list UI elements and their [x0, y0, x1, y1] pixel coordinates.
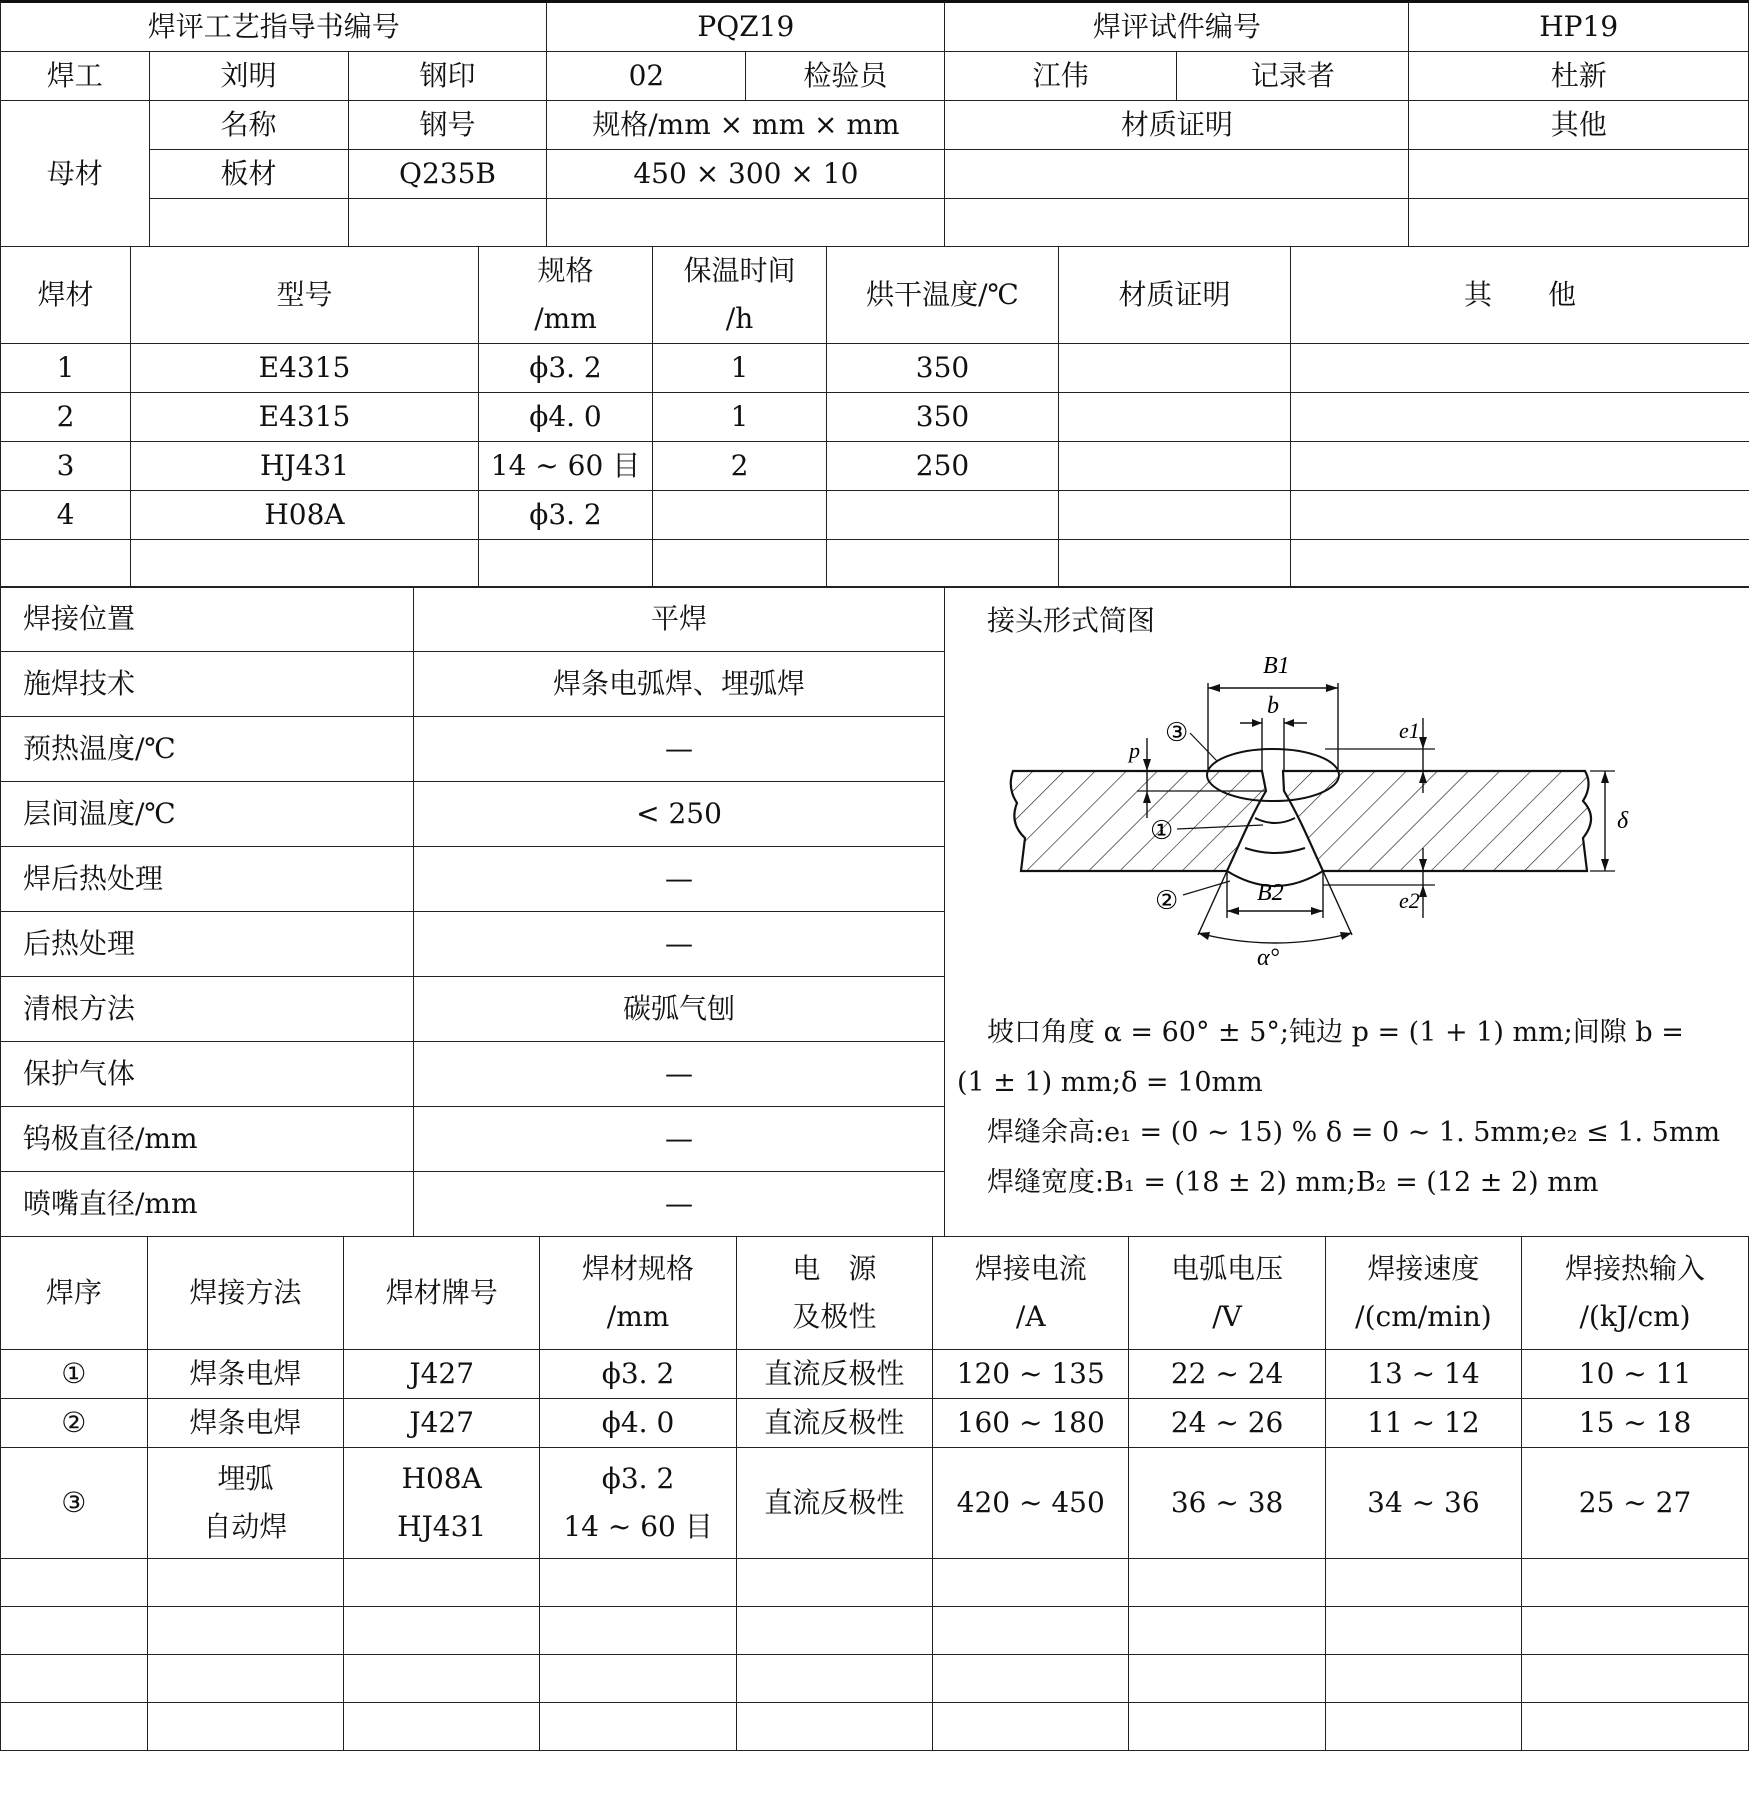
dim-e1: e1 [1399, 718, 1420, 743]
base-metal-cell [547, 199, 945, 247]
param-value: 平焊 [414, 587, 945, 652]
note-line: 焊缝宽度:B₁ = (18 ± 2) mm;B₂ = (12 ± 2) mm [987, 1167, 1599, 1198]
filler-cell: HJ431 [131, 441, 479, 490]
param-value: — [414, 1107, 945, 1172]
process-cell: 34 ~ 36 [1325, 1447, 1521, 1558]
process-header: 焊接热输入 /(kJ/cm) [1522, 1236, 1749, 1349]
wps-number-label: 焊评工艺指导书编号 [1, 2, 547, 52]
note-line: 坡口角度 α = 60° ± 5°;钝边 p = (1 + 1) mm;间隙 b = [987, 1017, 1684, 1048]
diagram-title: 接头形式简图 [987, 604, 1156, 637]
filler-cell: 350 [827, 392, 1059, 441]
filler-cell: 1 [1, 343, 131, 392]
process-header: 焊序 [1, 1236, 148, 1349]
table-row [1, 1349, 1749, 1398]
filler-table [0, 246, 1749, 588]
process-cell: 15 ~ 18 [1522, 1398, 1749, 1447]
filler-cell [1059, 392, 1291, 441]
filler-header: 焊材 [1, 246, 131, 343]
param-value: — [414, 1042, 945, 1107]
dim-e2: e2 [1399, 888, 1420, 913]
inspector-label: 检验员 [746, 52, 945, 101]
filler-header: 保温时间 /h [653, 246, 827, 343]
joint-diagram [1005, 643, 1665, 1008]
param-label: 后热处理 [1, 912, 414, 977]
filler-header: 规格 /mm [479, 246, 653, 343]
param-label: 层间温度/℃ [1, 782, 414, 847]
filler-cell [1059, 343, 1291, 392]
filler-cell: E4315 [131, 343, 479, 392]
base-metal-label: 母材 [1, 101, 150, 247]
filler-header: 材质证明 [1059, 246, 1291, 343]
filler-header: 烘干温度/℃ [827, 246, 1059, 343]
filler-cell: 2 [1, 392, 131, 441]
process-cell: 直流反极性 [736, 1398, 932, 1447]
table-row [1, 343, 1749, 392]
filler-cell [653, 490, 827, 539]
joint-diagram-panel [945, 587, 1749, 1237]
note-line: 焊缝余高:e₁ = (0 ~ 15) % δ = 0 ~ 1. 5mm;e₂ ≤ 1. 5mm [987, 1117, 1721, 1148]
param-label: 施焊技术 [1, 652, 414, 717]
filler-cell: E4315 [131, 392, 479, 441]
filler-cell [827, 490, 1059, 539]
filler-cell: 1 [653, 392, 827, 441]
param-label: 焊后热处理 [1, 847, 414, 912]
process-cell: 36 ~ 38 [1129, 1447, 1325, 1558]
stamp-label: 钢印 [348, 52, 547, 101]
filler-cell [1059, 490, 1291, 539]
process-cell: 直流反极性 [736, 1349, 932, 1398]
welder-value: 刘明 [149, 52, 348, 101]
process-cell: 13 ~ 14 [1325, 1349, 1521, 1398]
base-metal-header: 材质证明 [945, 101, 1409, 150]
dim-alpha: α° [1257, 945, 1280, 971]
filler-cell [1291, 490, 1749, 539]
callout-2: ② [1155, 886, 1179, 916]
filler-header: 其 他 [1291, 246, 1749, 343]
process-cell: H08A HJ431 [344, 1447, 540, 1558]
param-label: 钨极直径/mm [1, 1107, 414, 1172]
table-row [1, 1558, 1749, 1606]
param-value: — [414, 717, 945, 782]
filler-cell [1059, 441, 1291, 490]
process-cell: 直流反极性 [736, 1447, 932, 1558]
base-metal-cell [945, 150, 1409, 199]
param-value: < 250 [414, 782, 945, 847]
stamp-value: 02 [547, 52, 746, 101]
param-value: 焊条电弧焊、埋弧焊 [414, 652, 945, 717]
dim-delta: δ [1617, 808, 1629, 834]
filler-cell: 3 [1, 441, 131, 490]
filler-cell: ϕ3. 2 [479, 343, 653, 392]
filler-cell: 250 [827, 441, 1059, 490]
param-label: 保护气体 [1, 1042, 414, 1107]
process-cell: ϕ3. 2 [540, 1349, 736, 1398]
process-cell: J427 [344, 1398, 540, 1447]
param-value: — [414, 847, 945, 912]
base-metal-cell: 板材 [149, 150, 348, 199]
base-metal-cell: Q235B [348, 150, 547, 199]
recorder-label: 记录者 [1177, 52, 1409, 101]
process-cell: 埋弧 自动焊 [147, 1447, 343, 1558]
process-cell: 25 ~ 27 [1522, 1447, 1749, 1558]
process-header: 焊接方法 [147, 1236, 343, 1349]
welder-label: 焊工 [1, 52, 150, 101]
process-cell: 160 ~ 180 [933, 1398, 1129, 1447]
process-cell: 11 ~ 12 [1325, 1398, 1521, 1447]
filler-cell: 1 [653, 343, 827, 392]
base-metal-cell [1409, 199, 1749, 247]
table-row [1, 441, 1749, 490]
dim-b2: B2 [1257, 880, 1284, 906]
table-row [1, 490, 1749, 539]
param-label: 预热温度/℃ [1, 717, 414, 782]
filler-cell [1291, 343, 1749, 392]
base-metal-cell [149, 199, 348, 247]
filler-cell: ϕ3. 2 [479, 490, 653, 539]
base-metal-cell [945, 199, 1409, 247]
process-header: 焊接电流 /A [933, 1236, 1129, 1349]
param-label: 焊接位置 [1, 587, 414, 652]
base-metal-cell: 450 × 300 × 10 [547, 150, 945, 199]
process-cell: 420 ~ 450 [933, 1447, 1129, 1558]
process-cell: 焊条电焊 [147, 1349, 343, 1398]
process-header: 电 源 及极性 [736, 1236, 932, 1349]
table-row [1, 1702, 1749, 1750]
left-plate [1011, 771, 1266, 871]
table-row [1, 1654, 1749, 1702]
param-value: — [414, 912, 945, 977]
note-line: (1 ± 1) mm;δ = 10mm [957, 1067, 1263, 1098]
filler-cell [1291, 441, 1749, 490]
dim-b: b [1267, 693, 1279, 719]
process-cell: 10 ~ 11 [1522, 1349, 1749, 1398]
table-row [1, 392, 1749, 441]
process-cell: 22 ~ 24 [1129, 1349, 1325, 1398]
process-cell: ③ [1, 1447, 148, 1558]
coupon-number-value: HP19 [1409, 2, 1749, 52]
joint-notes [945, 1008, 1749, 1208]
filler-header: 型号 [131, 246, 479, 343]
process-cell: J427 [344, 1349, 540, 1398]
coupon-number-label: 焊评试件编号 [945, 2, 1409, 52]
process-cell: ϕ3. 2 14 ~ 60 目 [540, 1447, 736, 1558]
process-cell: ② [1, 1398, 148, 1447]
callout-3: ③ [1165, 718, 1189, 748]
filler-cell: 350 [827, 343, 1059, 392]
process-table [0, 1236, 1749, 1751]
filler-cell: 14 ~ 60 目 [479, 441, 653, 490]
filler-cell: 4 [1, 490, 131, 539]
parameters-table [0, 586, 1749, 1237]
callout-1: ① [1150, 816, 1174, 846]
param-value: — [414, 1172, 945, 1237]
table-row [1, 1606, 1749, 1654]
process-cell: ϕ4. 0 [540, 1398, 736, 1447]
process-cell: 120 ~ 135 [933, 1349, 1129, 1398]
base-metal-header: 钢号 [348, 101, 547, 150]
param-value: 碳弧气刨 [414, 977, 945, 1042]
process-header: 焊材规格 /mm [540, 1236, 736, 1349]
process-header: 电弧电压 /V [1129, 1236, 1325, 1349]
inspector-value: 江伟 [945, 52, 1177, 101]
filler-cell: H08A [131, 490, 479, 539]
header-table [0, 0, 1749, 247]
param-label: 清根方法 [1, 977, 414, 1042]
process-header: 焊材牌号 [344, 1236, 540, 1349]
recorder-value: 杜新 [1409, 52, 1749, 101]
process-header: 焊接速度 /(cm/min) [1325, 1236, 1521, 1349]
base-metal-cell [1409, 150, 1749, 199]
wps-number-value: PQZ19 [547, 2, 945, 52]
table-row [1, 539, 1749, 587]
filler-cell: 2 [653, 441, 827, 490]
dim-b1: B1 [1263, 653, 1290, 679]
table-row [1, 1447, 1749, 1558]
process-cell: ① [1, 1349, 148, 1398]
filler-cell [1291, 392, 1749, 441]
base-metal-header: 其他 [1409, 101, 1749, 150]
process-cell: 焊条电焊 [147, 1398, 343, 1447]
table-row [1, 1398, 1749, 1447]
process-cell: 24 ~ 26 [1129, 1398, 1325, 1447]
filler-cell: ϕ4. 0 [479, 392, 653, 441]
base-metal-header: 规格/mm × mm × mm [547, 101, 945, 150]
dim-p: p [1129, 738, 1140, 763]
base-metal-cell [348, 199, 547, 247]
right-plate [1283, 771, 1591, 871]
param-label: 喷嘴直径/mm [1, 1172, 414, 1237]
base-metal-header: 名称 [149, 101, 348, 150]
